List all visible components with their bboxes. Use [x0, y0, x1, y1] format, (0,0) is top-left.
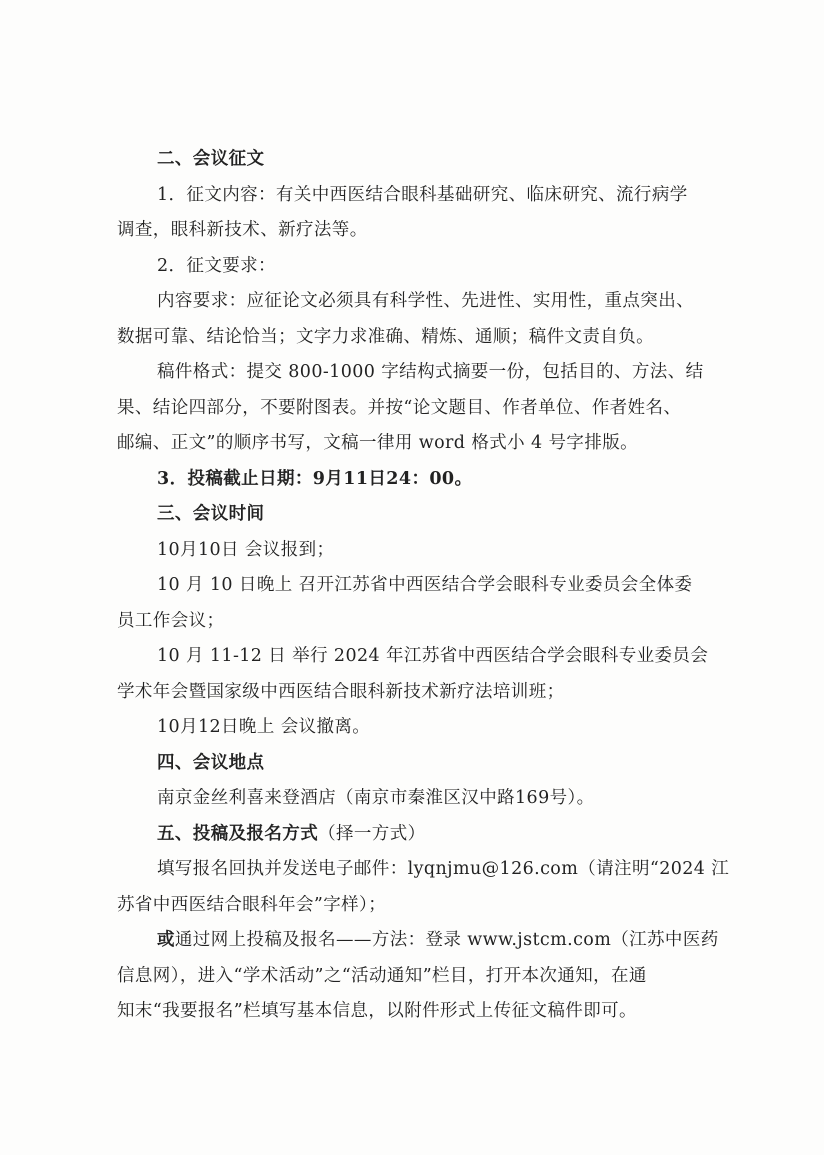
web-method-prefix: 或: [157, 930, 175, 950]
email-method-line-1: 填写报名回执并发送电子邮件：lyqnjmu@126.com（请注明“2024 江: [157, 859, 730, 879]
submission-heading-suffix: （择一方式）: [318, 823, 426, 844]
email-method-line-2: 苏省中西医结合眼科年会”字样）；: [117, 894, 387, 915]
paper-content-line-1: 1．征文内容：有关中西医结合眼科基础研究、临床研究、流行病学: [157, 184, 688, 205]
schedule-committee-meeting-line-2: 员工作会议；: [117, 610, 225, 631]
submission-deadline: 3．投稿截止日期：9月11日24：00。: [157, 468, 473, 489]
manuscript-format-line-1: 稿件格式：提交 800-1000 字结构式摘要一份，包括目的、方法、结: [157, 362, 704, 382]
paper-requirements-label: 2．征文要求：: [157, 255, 276, 276]
schedule-departure: 10月12日晚上 会议撤离。: [157, 717, 371, 737]
manuscript-format-line-2: 果、结论四部分，不要附图表。并按“论文题目、作者单位、作者姓名、: [117, 397, 682, 418]
paper-content-line-2: 调查，眼科新技术、新疗法等。: [117, 220, 368, 240]
manuscript-format-line-3: 邮编、正文”的顺序书写，文稿一律用 word 格式小 4 号字排版。: [117, 433, 639, 453]
venue-address: 南京金丝利喜来登酒店（南京市秦淮区汉中路169号）。: [157, 788, 595, 808]
content-requirement-line-1: 内容要求：应征论文必须具有科学性、先进性、实用性，重点突出、: [157, 291, 694, 311]
schedule-committee-meeting-line-1: 10 月 10 日晚上 召开江苏省中西医结合学会眼科专业委员会全体委: [157, 575, 693, 595]
content-requirement-line-2: 数据可靠、结论恰当；文字力求准确、精炼、通顺；稿件文责自负。: [117, 326, 654, 347]
document-body: [117, 142, 731, 1030]
schedule-annual-meeting-line-2: 学术年会暨国家级中西医结合眼科新技术新疗法培训班；: [117, 681, 565, 702]
submission-heading-text: 五、投稿及报名方式: [157, 823, 319, 844]
web-method-line-3: 知末“我要报名”栏填写基本信息，以附件形式上传征文稿件即可。: [117, 1001, 637, 1021]
web-method-line-2: 信息网），进入“学术活动”之“活动通知”栏目，打开本次通知，在通: [117, 965, 647, 986]
web-method-line-1-rest: 通过网上投稿及报名——方法：登录 www.jstcm.com（江苏中医药: [174, 930, 719, 950]
schedule-registration: 10月10日 会议报到；: [157, 539, 335, 560]
schedule-annual-meeting-line-1: 10 月 11-12 日 举行 2024 年江苏省中西医结合学会眼科专业委员会: [157, 646, 709, 666]
section-heading-meeting-venue: 四、会议地点: [157, 752, 265, 773]
section-heading-submission-registration: [117, 817, 731, 853]
section-heading-call-for-papers: 二、会议征文: [157, 149, 265, 169]
web-method-line-1: [117, 923, 731, 959]
section-heading-meeting-time: 三、会议时间: [157, 504, 265, 524]
